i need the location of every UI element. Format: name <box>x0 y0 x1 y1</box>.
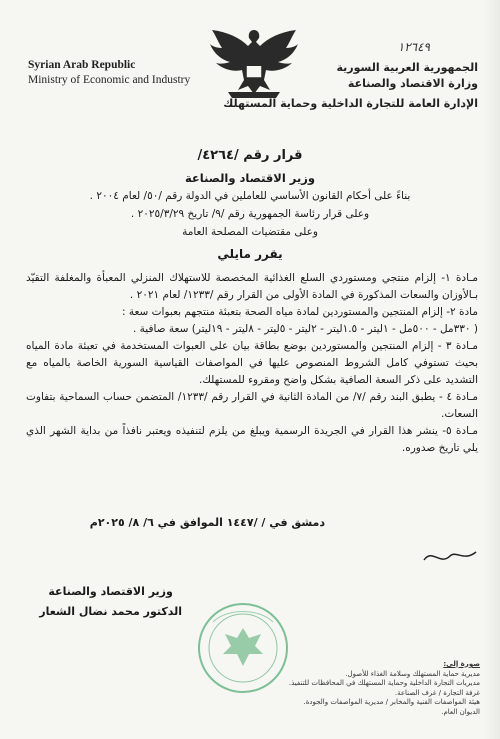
decides-heading: يقرر مايلي <box>217 247 283 261</box>
cc-item: مديرية حماية المستهلك وسلامة الغذاء للأصول. <box>345 669 480 678</box>
date-line: دمشق في / /١٤٤٧ الموافق في ٦/ ٨/ ٢٠٢٥م <box>89 516 325 529</box>
signatory-name: الدكتور محمد نضال الشعار <box>39 605 182 618</box>
cc-item: مديريات التجارة الداخلية وحماية المستهلك في المحافظات للتنفيذ. <box>288 679 480 687</box>
minister-title-heading: وزير الاقتصاد والصناعة <box>184 171 316 185</box>
article-1: مـادة ١- إلزام منتجي ومستوردي السلع الغذائية المخصصة للاستهلاك المنزلي المعبأة والمغلفة التقيّد بـالأوزان والسعات المذكورة في المادة الأولى من القرار رقم /١٢٣٣/ لعام ٢٠٢١ . <box>26 272 478 301</box>
legal-basis-2: وعلى قرار رئاسة الجمهورية رقم /٩/ تاريخ ٢٠٢٥/٣/٢٩ . <box>130 208 370 220</box>
cc-item: هيئة المواصفات الفنية والمخابر / مديرية المواصفات والجودة. <box>303 698 480 706</box>
reference-number: ١٢٦٤٩ <box>397 40 430 54</box>
article-5: مـادة ٥- ينشر هذا القرار في الجريدة الرسمية ويبلغ من يلزم لتنفيذه ويعتبر نافذاً من بداية الشهر الذي يلي تاريخ صدوره. <box>26 425 478 454</box>
article-2-capacities: ( ٣٣٠مل - ٥٠٠مل - ١ليتر - ١.٥ليتر - ٢ليتر - ٥ليتر - ٨ليتر - ١٩ليتر) سعة صافية . <box>132 323 478 335</box>
cc-title: صورة إلى: <box>443 660 480 668</box>
english-letterhead <box>28 58 190 88</box>
directorate-name-ar: الإدارة العامة للتجارة الداخلية وحماية المستهلك <box>223 97 478 110</box>
country-name-en: Syrian Arab Republic <box>28 59 136 71</box>
signature-mark-icon <box>420 540 480 570</box>
decree-number: قرار رقم /٤٢٦٤/ <box>197 148 303 163</box>
article-2: مادة ٢- إلزام المنتجين والمستوردين لمادة مياه الصحة بتعبئة منتجهم بعبوات سعة : <box>121 306 478 318</box>
page-edge-shadow <box>484 0 500 739</box>
country-name-ar: الجمهورية العربية السورية <box>336 61 478 74</box>
ministry-name-ar: وزارة الاقتصاد والصناعة <box>347 77 478 90</box>
cc-item: غرفة التجارة / غرف الصناعة. <box>394 688 480 697</box>
ministry-name-en: Ministry of Economic and Industry <box>28 74 191 86</box>
article-3: مـادة ٣ - إلزام المنتجين والمستوردين بوضع بطاقة بيان على العبوات المستخدمة في تعبئة مادة المياه بحيث تستوفي كامل الشروط المنصوص عليها في المواصفات القياسية السورية الخاصة بالمياه مع التشديد على ذكر السعة الصافية بشكل واضح ومقروء للمستهلك. <box>26 340 478 386</box>
carbon-copy-list <box>250 660 480 717</box>
legal-basis-3: وعلى مقتضيات المصلحة العامة <box>182 226 318 238</box>
signatory-title: وزير الاقتصاد والصناعة <box>48 585 173 598</box>
article-4: مـادة ٤ - يطبق البند رقم /٧/ من المادة الثانية في القرار رقم /١٢٣٣/ المتضمن حساب السماحية بتفاوت السعات. <box>26 391 478 420</box>
cc-item: الديوان العام. <box>441 707 480 716</box>
signature-block <box>39 584 182 620</box>
articles <box>26 270 478 457</box>
arabic-letterhead <box>223 60 478 112</box>
legal-basis-1: بناءً على أحكام القانون الأساسي للعاملين في الدولة رقم /٥٠/ لعام ٢٠٠٤ . <box>89 190 411 202</box>
